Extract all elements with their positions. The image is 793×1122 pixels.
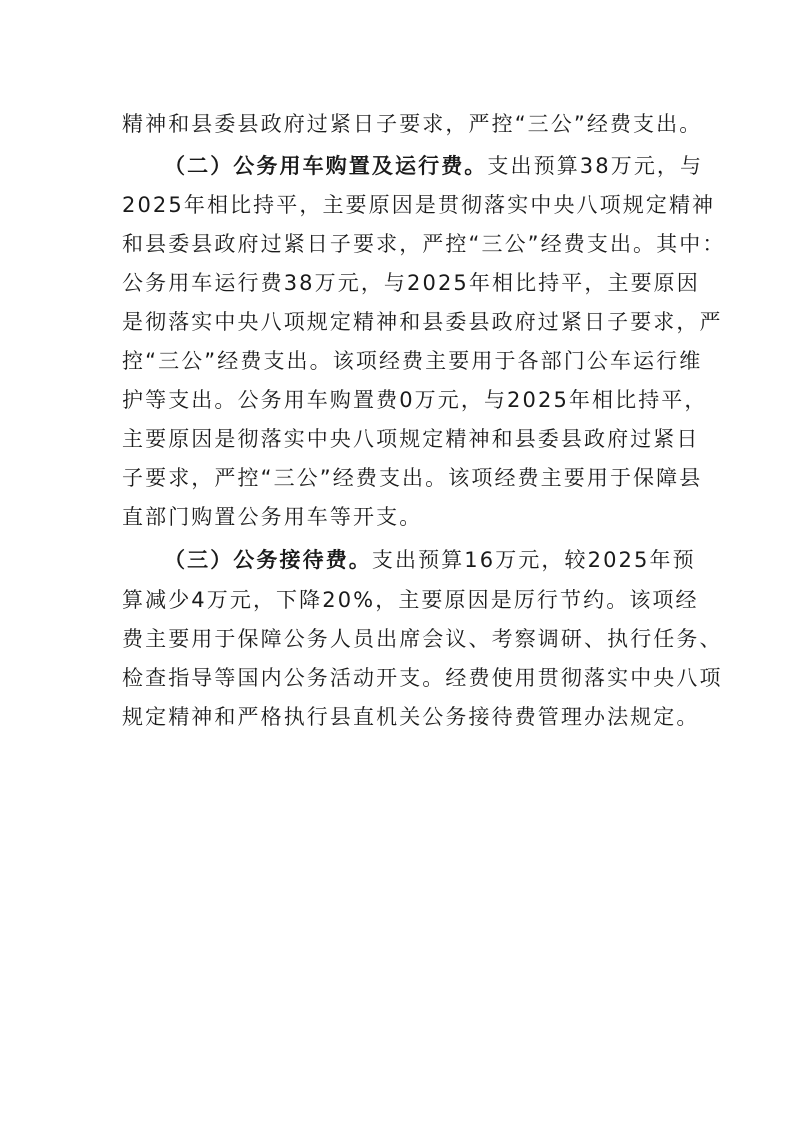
section-3-first-line (164, 540, 696, 580)
text-line-8: 护等支出。公务用车购置费0万元，与2025年相比持平， (122, 388, 708, 412)
text-line-10: 子要求，严控“三公”经费支出。该项经费主要用于保障县 (122, 466, 703, 490)
section-2-lead-text: 支出预算38万元，与 (487, 154, 704, 178)
text-line-1: 精神和县委县政府过紧日子要求，严控“三公”经费支出。 (122, 112, 703, 136)
text-line-16: 规定精神和严格执行县直机关公务接待费管理办法规定。 (122, 705, 700, 729)
text-line-5: 公务用车运行费38万元，与2025年相比持平，主要原因 (122, 271, 700, 295)
section-3-heading: （三）公务接待费。 (164, 548, 372, 572)
text-line-7: 控“三公”经费支出。该项经费主要用于各部门公车运行维 (122, 349, 703, 373)
section-2-first-line (164, 146, 704, 186)
text-line-13: 算减少4万元，下降20%，主要原因是厉行节约。该项经 (122, 588, 699, 612)
text-line-6: 是彻落实中央八项规定精神和县委县政府过紧日子要求，严 (122, 310, 723, 334)
section-2-heading: （二）公务用车购置及运行费。 (164, 154, 488, 178)
text-line-9: 主要原因是彻落实中央八项规定精神和县委县政府过紧日 (122, 427, 700, 451)
text-line-11: 直部门购置公务用车等开支。 (122, 505, 423, 529)
text-line-14: 费主要用于保障公务人员出席会议、考察调研、执行任务、 (122, 627, 723, 651)
text-line-4: 和县委县政府过紧日子要求，严控“三公”经费支出。其中： (122, 232, 726, 256)
text-line-3: 2025年相比持平，主要原因是贯彻落实中央八项规定精神 (122, 193, 716, 217)
section-3-lead-text: 支出预算16万元，较2025年预 (371, 548, 696, 572)
text-line-15: 检查指导等国内公务活动开支。经费使用贯彻落实中央八项 (122, 666, 723, 690)
